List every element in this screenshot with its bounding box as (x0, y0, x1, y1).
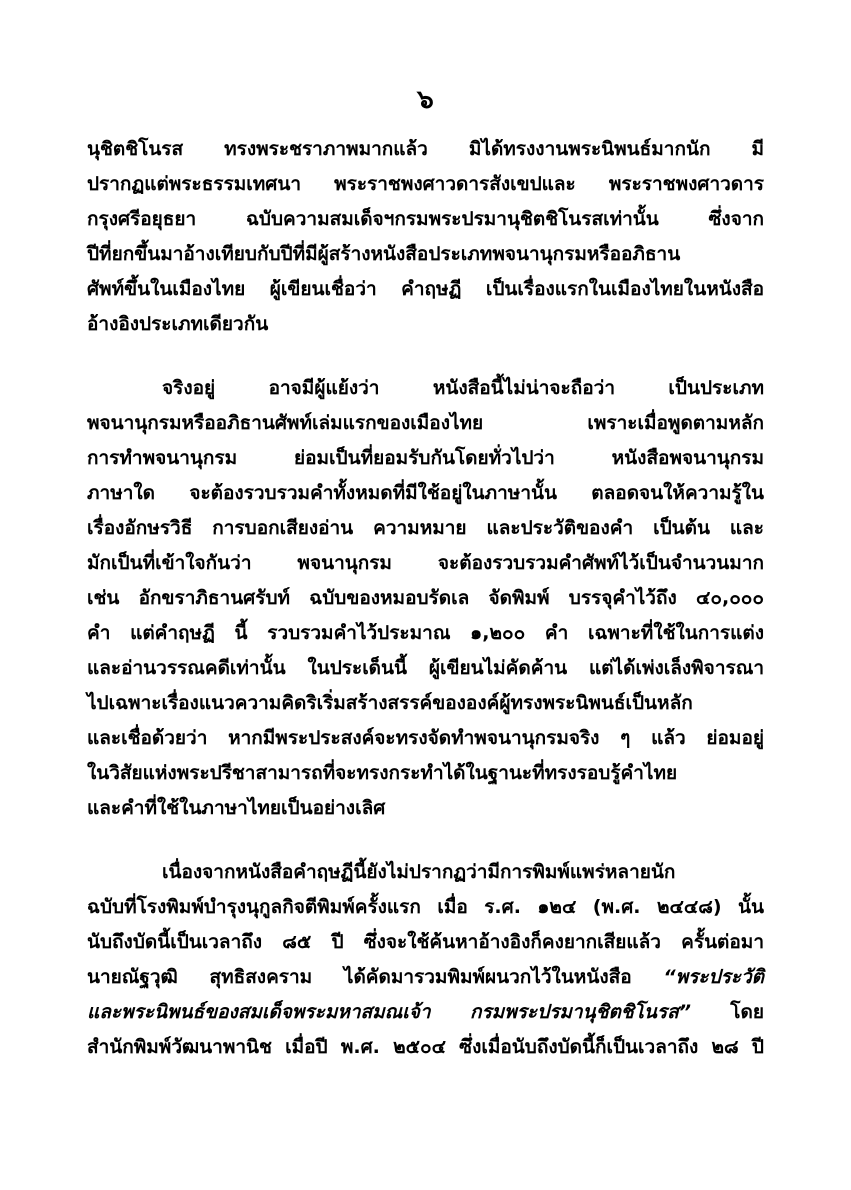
paragraph-3 (87, 855, 764, 1065)
text-line: ไปเฉพาะเรื่องแนวความคิดริเริ่มสร้างสรรค์ขององค์ผู้ทรงพระนิพนธ์เป็นหลัก (87, 692, 693, 714)
text-line: และเชื่อด้วยว่า หากมีพระประสงค์จะทรงจัดทำพจนานุกรมจริง ๆ แล้ว ย่อมอยู่ (87, 727, 764, 749)
book-title-start: “พระประวัติ (663, 966, 764, 988)
text-line: การทำพจนานุกรม ย่อมเป็นที่ยอมรับกันโดยทั่วไปว่า หนังสือพจนานุกรม (87, 447, 764, 469)
text-line: นุชิตชิโนรส ทรงพระชราภาพมากแล้ว มิได้ทรงงานพระนิพนธ์มากนัก มี (87, 138, 764, 160)
text-line: นับถึงบัดนี้เป็นเวลาถึง ๘๕ ปี ซึ่งจะใช้ค้นหาอ้างอิงก็คงยากเสียแล้ว ครั้นต่อมา (87, 931, 764, 953)
text-line: เนื่องจากหนังสือคำฤษฏีนี้ยังไม่ปรากฏว่ามีการพิมพ์แพร่หลายนัก (162, 861, 676, 883)
text-line: คำ แต่คำฤษฏี นี้ รวบรวมคำไว้ประมาณ ๑,๒๐๐ คำ เฉพาะที่ใช้ในการแต่ง (87, 622, 764, 644)
book-title-end: และพระนิพนธ์ของสมเด็จพระมหาสมณเจ้า กรมพระปรมานุชิตชิโนรส” (87, 1001, 691, 1023)
text-segment: นายณัฐวุฒิ สุทธิสงคราม ได้คัดมารวมพิมพ์ผนวกไว้ในหนังสือ (87, 966, 664, 988)
text-line: ศัพท์ขึ้นในเมืองไทย ผู้เขียนเชื่อว่า คำฤษฏี เป็นเรื่องแรกในเมืองไทยในหนังสือ (87, 278, 764, 300)
text-line: พจนานุกรมหรืออภิธานศัพท์เล่มแรกของเมืองไทย เพราะเมื่อพูดตามหลัก (87, 412, 764, 434)
text-line: และอ่านวรรณคดีเท่านั้น ในประเด็นนี้ ผู้เขียนไม่คัดค้าน แต่ได้เพ่งเล็งพิจารณา (87, 657, 764, 679)
text-line: กรุงศรีอยุธยา ฉบับความสมเด็จฯกรมพระปรมานุชิตชิโนรสเท่านั้น ซึ่งจาก (87, 208, 764, 230)
text-line: อ้างอิงประเภทเดียวกัน (87, 313, 269, 335)
text-segment: โดย (690, 1001, 764, 1023)
document-body (87, 132, 764, 1065)
text-line: ฉบับที่โรงพิมพ์บำรุงนุกูลกิจตีพิมพ์ครั้งแรก เมื่อ ร.ศ. ๑๒๔ (พ.ศ. ๒๔๔๘) นั้น (87, 896, 764, 918)
text-line: ภาษาใด จะต้องรวบรวมคำทั้งหมดที่มีใช้อยู่ในภาษานั้น ตลอดจนให้ความรู้ใน (87, 482, 764, 504)
paragraph-2 (87, 371, 764, 826)
text-line: มักเป็นที่เข้าใจกันว่า พจนานุกรม จะต้องรวบรวมคำศัพท์ไว้เป็นจำนวนมาก (87, 552, 764, 574)
text-line: สำนักพิมพ์วัฒนาพานิช เมื่อปี พ.ศ. ๒๕๐๔ ซึ่งเมื่อนับถึงบัดนี้ก็เป็นเวลาถึง ๒๘ ปี (87, 1036, 764, 1058)
text-line-with-title (87, 995, 764, 1030)
page-number: ๖ (417, 85, 434, 115)
text-line-with-title (87, 960, 764, 995)
text-line: เรื่องอักษรวิธี การบอกเสียงอ่าน ความหมาย และประวัติของคำ เป็นต้น และ (87, 517, 764, 539)
text-line: เช่น อักขราภิธานศรับท์ ฉบับของหมอบรัดเล จัดพิมพ์ บรรจุคำไว้ถึง ๔๐,๐๐๐ (87, 587, 764, 609)
text-line: จริงอยู่ อาจมีผู้แย้งว่า หนังสือนี้ไม่น่าจะถือว่า เป็นประเภท (162, 377, 764, 399)
text-line: ปีที่ยกขึ้นมาอ้างเทียบกับปีที่มีผู้สร้างหนังสือประเภทพจนานุกรมหรืออภิธาน (87, 243, 681, 265)
text-line: ปรากฏแต่พระธรรมเทศนา พระราชพงศาวดารสังเขปและ พระราชพงศาวดาร (87, 173, 764, 195)
paragraph-1 (87, 132, 764, 342)
text-line: และคำที่ใช้ในภาษาไทยเป็นอย่างเลิศ (87, 797, 386, 819)
text-line: ในวิสัยแห่งพระปรีชาสามารถที่จะทรงกระทำได้ในฐานะที่ทรงรอบรู้คำไทย (87, 762, 678, 784)
